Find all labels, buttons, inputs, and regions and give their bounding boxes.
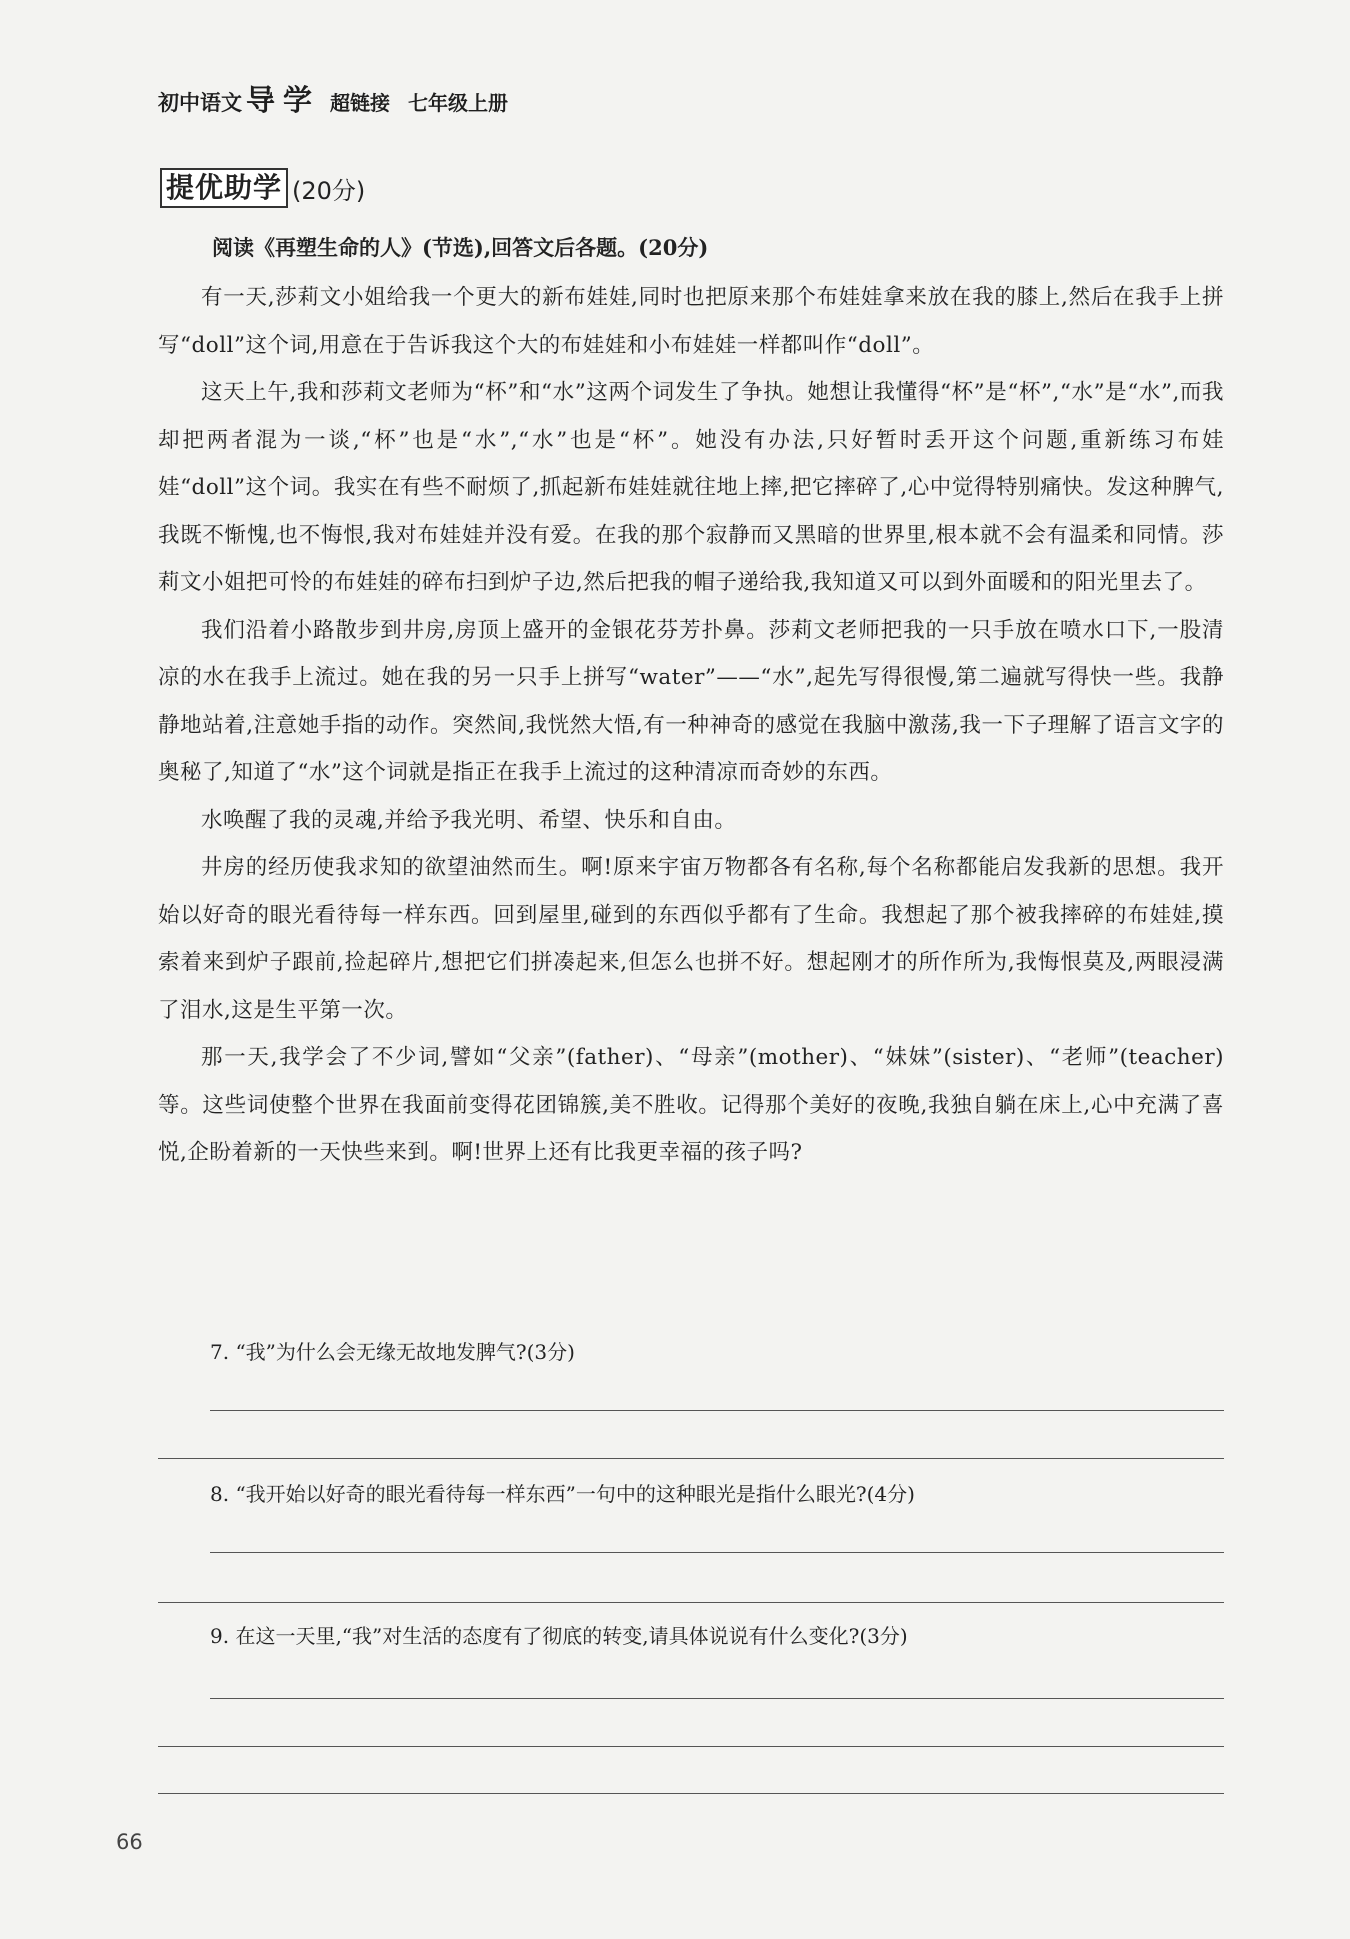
answer-line-7a[interactable] [210,1410,1224,1411]
passage-paragraph-3: 我们沿着小路散步到井房,房顶上盛开的金银花芬芳扑鼻。莎莉文老师把我的一只手放在喷水口下,一股清凉的水在我手上流过。她在我的另一只手上拼写“water”——“水”,起先写得很慢,第二遍就写得快一些。我静静地站着,注意她手指的动作。突然间,我恍然大悟,有一种神奇的感觉在我脑中激荡,我一下子理解了语言文字的奥秘了,知道了“水”这个词就是指正在我手上流过的这种清凉而奇妙的东西。 [158,617,1224,785]
section-score: (20分) [292,176,366,205]
page-header [158,78,508,119]
question-8: 8. “我开始以好奇的眼光看待每一样东西”一句中的这种眼光是指什么眼光?(4分) [210,1482,915,1506]
question-7: 7. “我”为什么会无缘无故地发脾气?(3分) [210,1340,575,1364]
question-9: 9. 在这一天里,“我”对生活的态度有了彻底的转变,请具体说说有什么变化?(3分) [210,1624,908,1648]
answer-line-9c[interactable] [158,1793,1224,1794]
passage-paragraph-2: 这天上午,我和莎莉文老师为“杯”和“水”这两个词发生了争执。她想让我懂得“杯”是“杯”,“水”是“水”,而我却把两者混为一谈,“杯”也是“水”,“水”也是“杯”。她没有办法,只好暂时丢开这个问题,重新练习布娃娃“doll”这个词。我实在有些不耐烦了,抓起新布娃娃就往地上摔,把它摔碎了,心中觉得特别痛快。发这种脾气,我既不惭愧,也不悔恨,我对布娃娃并没有爱。在我的那个寂静而又黑暗的世界里,根本就不会有温柔和同情。莎莉文小姐把可怜的布娃娃的碎布扫到炉子边,然后把我的帽子递给我,我知道又可以到外面暖和的阳光里去了。 [158,380,1224,595]
header-big-char-1: 导 [246,83,276,117]
passage-paragraph-5: 井房的经历使我求知的欲望油然而生。啊!原来宇宙万物都各有名称,每个名称都能启发我新的思想。我开始以好奇的眼光看待每一样东西。回到屋里,碰到的东西似乎都有了生命。我想起了那个被我摔碎的布娃娃,摸索着来到炉子跟前,捡起碎片,想把它们拼凑起来,但怎么也拼不好。想起刚才的所作所为,我悔恨莫及,两眼浸满了泪水,这是生平第一次。 [158,855,1224,1023]
section-title [160,168,365,208]
header-series: 超链接 [330,91,391,115]
answer-line-8a[interactable] [210,1552,1224,1553]
answer-line-9a[interactable] [210,1698,1224,1699]
answer-line-9b[interactable] [158,1746,1224,1747]
answer-line-8b[interactable] [158,1602,1224,1603]
section-title-label: 提优助学 [160,168,288,208]
passage-paragraph-4: 水唤醒了我的灵魂,并给予我光明、希望、快乐和自由。 [201,807,737,833]
passage-paragraph-1: 有一天,莎莉文小姐给我一个更大的新布娃娃,同时也把原来那个布娃娃拿来放在我的膝上,然后在我手上拼写“doll”这个词,用意在于告诉我这个大的布娃娃和小布娃娃一样都叫作“doll”。 [158,285,1224,358]
answer-line-7b[interactable] [158,1458,1224,1459]
reading-passage [158,274,1224,1177]
header-grade: 七年级上册 [408,91,509,115]
header-subject: 初中语文 [158,91,242,115]
passage-paragraph-6: 那一天,我学会了不少词,譬如“父亲”(father)、“母亲”(mother)、“妹妹”(sister)、“老师”(teacher)等。这些词使整个世界在我面前变得花团锦簇,美不胜收。记得那个美好的夜晚,我独自躺在床上,心中充满了喜悦,企盼着新的一天快些来到。啊!世界上还有比我更幸福的孩子吗? [158,1045,1224,1165]
page-number: 66 [116,1830,143,1854]
header-big-char-2: 学 [283,83,313,117]
reading-instruction: 阅读《再塑生命的人》(节选),回答文后各题。(20分) [212,235,709,260]
